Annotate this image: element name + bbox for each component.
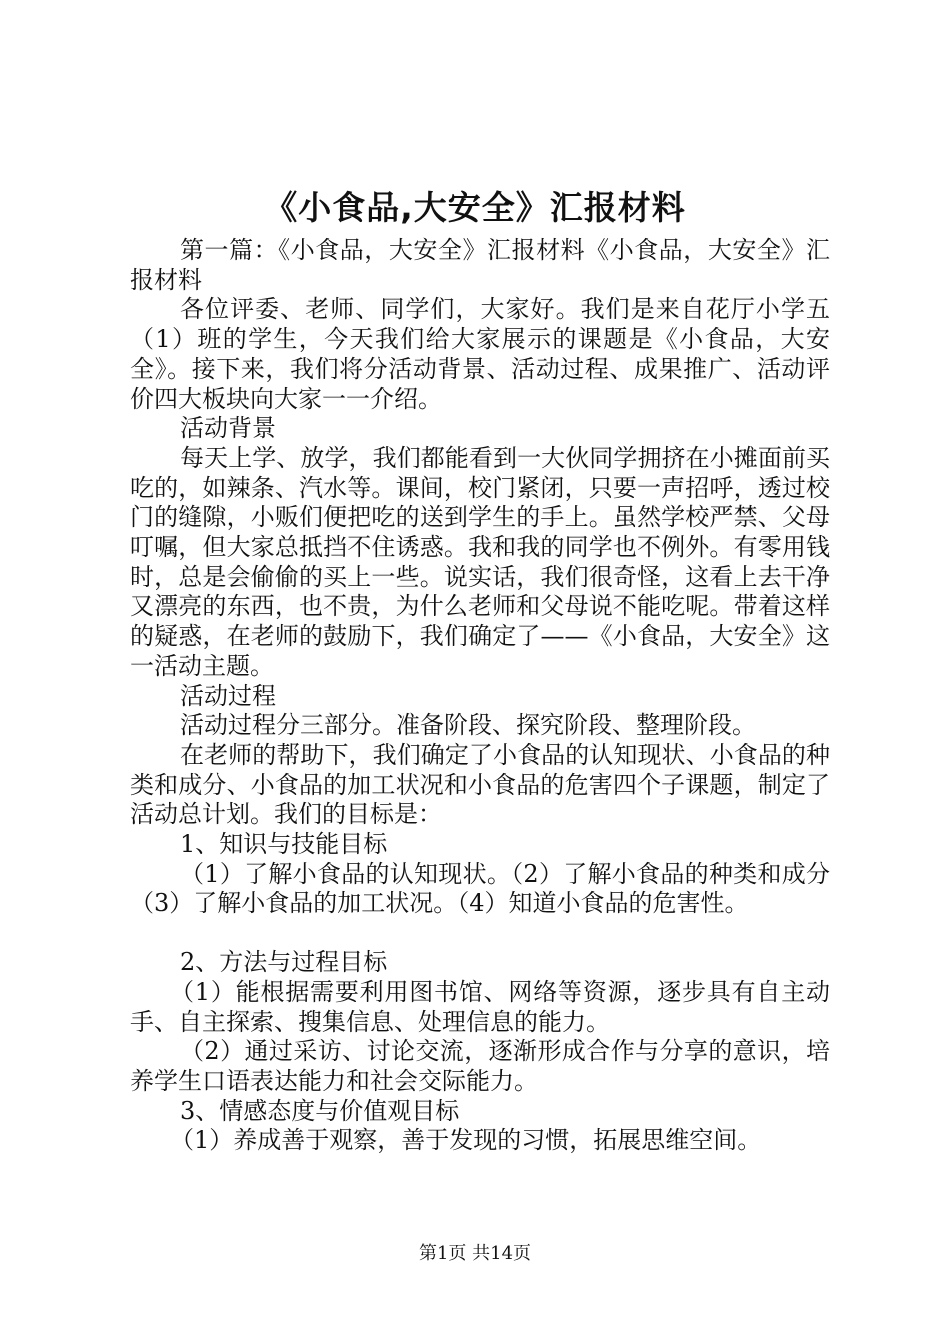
heading-process: 活动过程: [180, 681, 276, 710]
heading-background: 活动背景: [180, 414, 276, 443]
paragraph-process-stages: 活动过程分三部分。准备阶段、探究阶段、整理阶段。: [180, 711, 756, 740]
heading-goal-attitude: 3、情感态度与价值观目标: [180, 1096, 460, 1125]
paragraph-greeting: 各位评委、老师、同学们，大家好。我们是来自花厅小学五（1）班的学生，今天我们给大家展示的课题是《小食品，大安全》。接下来，我们将分活动背景、活动过程、成果推广、活动评价四大板块向大家一一介绍。: [130, 295, 830, 413]
paragraph-goal-knowledge: （1）了解小食品的认知现状。（2）了解小食品的种类和成分（3）了解小食品的加工状况。（4）知道小食品的危害性。: [130, 859, 830, 918]
paragraph-process-plan: 在老师的帮助下，我们确定了小食品的认知现状、小食品的种类和成分、小食品的加工状况和小食品的危害四个子课题，制定了活动总计划。我们的目标是：: [130, 740, 830, 829]
page-footer: 第1页 共14页: [418, 1243, 532, 1264]
paragraph-goal-method-2: （2）通过采访、讨论交流，逐渐形成合作与分享的意识，培养学生口语表达能力和社会交际能力。: [130, 1037, 830, 1095]
paragraph-background: 每天上学、放学，我们都能看到一大伙同学拥挤在小摊面前买吃的，如辣条、汽水等。课间，校门紧闭，只要一声招呼，透过校门的缝隙，小贩们便把吃的送到学生的手上。虽然学校严禁、父母叮嘱，但大家总抵挡不住诱惑。我和我的同学也不例外。有零用钱时，总是会偷偷的买上一些。说实话，我们很奇怪，这看上去干净又漂亮的东西，也不贵，为什么老师和父母说不能吃呢。带着这样的疑惑，在老师的鼓励下，我们确定了——《小食品，大安全》这一活动主题。: [130, 443, 830, 680]
document-title: 《小食品,大安全》汇报材料: [264, 188, 686, 227]
paragraph-intro: 第一篇：《小食品，大安全》汇报材料《小食品，大安全》汇报材料: [130, 236, 830, 294]
paragraph-goal-method-1: （1）能根据需要利用图书馆、网络等资源，逐步具有自主动手、自主探索、搜集信息、处理信息的能力。: [130, 977, 830, 1036]
heading-goal-knowledge: 1、知识与技能目标: [180, 830, 388, 859]
document-body: [130, 236, 830, 1156]
blank-line: [130, 919, 830, 948]
heading-goal-method: 2、方法与过程目标: [180, 948, 388, 977]
paragraph-goal-attitude-1: （1）养成善于观察，善于发现的习惯，拓展思维空间。: [170, 1126, 762, 1155]
